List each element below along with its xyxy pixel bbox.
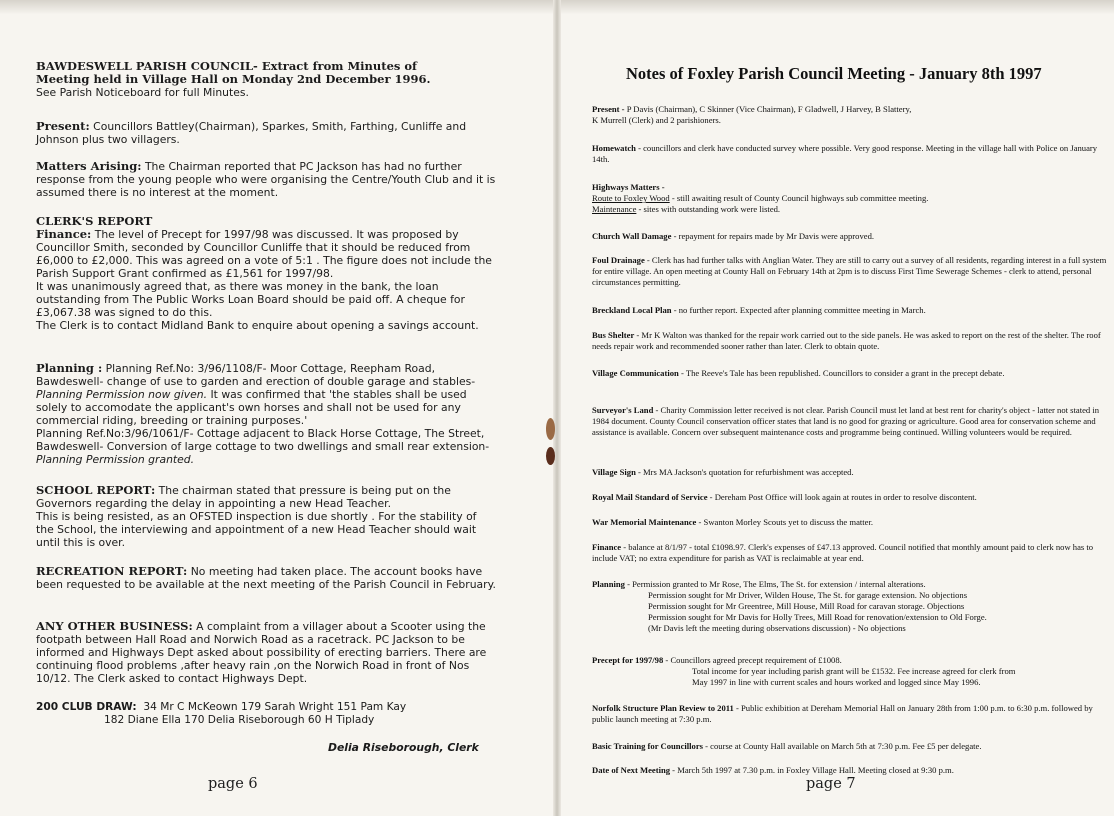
r-finance-label: Finance	[592, 542, 622, 552]
left-header-line: BAWDESWELL PARISH COUNCIL- Extract from Minutes of	[36, 59, 417, 73]
r-homewatch-text: - councillors and clerk have conducted survey where possible. Very good response. Meeting in the village hall with Police on January 14th.	[592, 143, 1098, 164]
r-next-meeting	[592, 765, 1107, 776]
aob-text: A complaint from a villager about a Scooter using the footpath between Hall Road and Norwich Road as a racetrack. PC Jackson to be informed and Highways Dept asked about possibility of erecting barriers. There are continuing flood problems ,after heavy rain ,on the Norwich Road in front of Nos 10/12. The Clerk asked to contact Highways Dept.	[36, 620, 487, 685]
r-planning-line-5: (Mr Davis left the meeting during observations discussion) - No objections	[648, 623, 906, 633]
left-header-note: See Parish Noticeboard for full Minutes.	[36, 86, 249, 99]
r-next-meeting-label: Date of Next Meeting	[592, 765, 671, 775]
matters-section	[36, 160, 496, 199]
planning-status-2: Planning Permission granted.	[36, 453, 195, 466]
r-surveyor	[592, 405, 1107, 438]
r-next-meeting-text: - March 5th 1997 at 7.30 p.m. in Foxley Village Hall. Meeting closed at 9:30 p.m.	[670, 765, 954, 775]
clerk-heading: CLERK'S REPORT	[36, 214, 153, 228]
present-section	[36, 120, 496, 146]
r-royal-mail-text: - Dereham Post Office will look again at routes in order to resolve discontent.	[707, 492, 977, 502]
r-planning-line-1: - Permission granted to Mr Rose, The Elms, The St. for extension / internal alterations.	[624, 579, 926, 589]
page-title: Notes of Foxley Parish Council Meeting - January 8th 1997	[626, 64, 1042, 83]
page-number-right: page 7	[806, 776, 856, 792]
r-planning	[592, 579, 1107, 634]
planning-label: Planning :	[36, 361, 103, 375]
finance-text-3: The Clerk is to contact Midland Bank to enquire about opening a savings account.	[36, 319, 479, 332]
r-precept-label: Precept for 1997/98	[592, 655, 664, 665]
left-header-line: Meeting held in Village Hall on Monday 2nd December 1996.	[36, 72, 431, 86]
school-label: SCHOOL REPORT:	[36, 483, 156, 497]
school-section	[36, 484, 496, 549]
r-present	[592, 104, 1107, 126]
r-surveyor-text: - Charity Commission letter received is not clear. Parish Council must let land at best rent for charity's object - latter not stated in 1984 document. County Council conservation officer states that land is no good for grazing or agriculture. Good area for conservation scheme and assistance is available. Concern over subsequent maintenance costs and programme being continued. Willing volunteers would be required.	[592, 405, 1100, 437]
finance-label: Finance:	[36, 227, 92, 241]
finance-text: The level of Precept for 1997/98 was discussed. It was proposed by Councillor Smith, seconded by Councillor Cunliffe that it should be reduced from £6,000 to £2,000. This was agreed on a vote of 5:1 . The figure does not include the Parish Support Grant confirmed as £1,561 for 1997/98.	[36, 228, 492, 280]
planning-text-b: It was confirmed that 'the stables shall be used solely to accomodate the applicant's own horses and shall not be used for any commercial riding, breeding or training purposes.'	[36, 388, 467, 427]
school-text-2: This is being resisted, as an OFSTED inspection is due shortly . For the stability of the School, the interviewing and appointment of a new Head Teacher should wait until this is over.	[36, 510, 477, 549]
r-war-memorial-label: War Memorial Maintenance	[592, 517, 697, 527]
r-finance-text: - balance at 8/1/97 - total £1098.97. Clerk's expenses of £47.13 approved. Council notified that monthly amount paid to clerk now has to include VAT; no extra expenditure for parish as VAT is reclaimable at year end.	[592, 542, 1094, 563]
r-planning-line-4: Permission sought for Mr Davis for Holly Trees, Mill Road for renovation/extension to Old Forge.	[648, 612, 987, 622]
finance-text-2: It was unanimously agreed that, as there was money in the bank, the loan outstanding from The Public Works Loan Board should be paid off. A cheque for £3,067.38 was signed to do this.	[36, 280, 465, 319]
r-precept-line-3: May 1997 in line with current scales and hours worked and logged since May 1996.	[692, 677, 981, 687]
r-bus-text: - Mr K Walton was thanked for the repair work carried out to the side panels. He was asked to report on the rest of the shelter. The roof needs repair work and recommended sooner rather than later. Clerk to obtain quote.	[592, 330, 1101, 351]
r-sign-label: Village Sign	[592, 467, 636, 477]
r-norfolk-label: Norfolk Structure Plan Review to 2011	[592, 703, 734, 713]
r-training	[592, 741, 1107, 752]
r-communication-label: Village Communication	[592, 368, 679, 378]
r-surveyor-label: Surveyor's Land	[592, 405, 654, 415]
r-present-text-2: K Murrell (Clerk) and 2 parishioners.	[592, 115, 721, 125]
recreation-text: No meeting had taken place. The account books have been requested to be available at the next meeting of the Parish Council in February.	[36, 565, 496, 591]
club-line-2: 182 Diane Ella 170 Delia Riseborough 60 H Tiplady	[104, 714, 375, 726]
r-breckland-label: Breckland Local Plan	[592, 305, 672, 315]
r-highways-maint-text: - sites with outstanding work were listed.	[636, 204, 781, 214]
r-norfolk-text: - Public exhibition at Dereham Memorial Hall on January 28th from 1:00 p.m. to 6:30 p.m. followed by public launch meeting at 7:30 p.m.	[592, 703, 1093, 724]
r-highways	[592, 182, 1107, 215]
r-foul-text: - Clerk has had further talks with Anglian Water. They are still to carry out a survey of all residents, regarding interest in a full system for entire village. An open meeting at County Hall on February 14th at 2pm is to discuss First Time Sewerage Schemes - clerk to attend, personal circumstances permitting.	[592, 255, 1107, 287]
r-present-text: P Davis (Chairman), C Skinner (Vice Chairman), F Gladwell, J Harvey, B Slattery,	[626, 104, 912, 114]
clerk-report	[36, 215, 496, 332]
r-present-label: Present -	[592, 104, 627, 114]
r-highways-route: Route to Foxley Wood	[592, 193, 670, 203]
matters-label: Matters Arising:	[36, 159, 142, 173]
r-church-text: - repayment for repairs made by Mr Davis were approved.	[671, 231, 875, 241]
binding-gutter	[553, 0, 561, 816]
r-royal-mail	[592, 492, 1107, 503]
r-planning-label: Planning	[592, 579, 625, 589]
r-foul	[592, 255, 1107, 288]
r-church	[592, 231, 1107, 242]
r-breckland-text: - no further report. Expected after planning committee meeting in March.	[671, 305, 926, 315]
staple-mark	[546, 418, 555, 440]
r-sign	[592, 467, 1107, 478]
r-homewatch	[592, 143, 1107, 165]
aob-section	[36, 620, 496, 685]
planning-status: Planning Permission now given.	[36, 388, 208, 401]
planning-text: Planning Ref.No: 3/96/1108/F- Moor Cottage, Reepham Road, Bawdeswell- change of use to garden and erection of double garage and stables-	[36, 362, 476, 388]
left-header	[36, 60, 496, 99]
r-precept	[592, 655, 1107, 688]
present-text: Councillors Battley(Chairman), Sparkes, Smith, Farthing, Cunliffe and Johnson plus two villagers.	[36, 120, 467, 146]
r-church-label: Church Wall Damage	[592, 231, 672, 241]
r-highways-route-text: - still awaiting result of County Council highways sub committee meeting.	[669, 193, 929, 203]
aob-label: ANY OTHER BUSINESS:	[36, 619, 193, 633]
r-planning-line-3: Permission sought for Mr Greentree, Mill House, Mill Road for caravan storage. Objections	[648, 601, 965, 611]
r-highways-maint: Maintenance	[592, 204, 637, 214]
r-finance	[592, 542, 1107, 564]
r-bus-label: Bus Shelter	[592, 330, 635, 340]
signature-block	[328, 741, 488, 754]
club-line-1: 34 Mr C McKeown 179 Sarah Wright 151 Pam Kay	[143, 701, 407, 713]
r-precept-line-2: Total income for year including parish grant will be £1532. Fee increase agreed for clerk from	[692, 666, 1016, 676]
r-war-memorial-text: - Swanton Morley Scouts yet to discuss the matter.	[696, 517, 874, 527]
r-precept-text: - Councillors agreed precept requirement of £1008.	[663, 655, 842, 665]
r-bus	[592, 330, 1107, 352]
matters-text: The Chairman reported that PC Jackson has had no further response from the young people who were organising the Centre/Youth Club and it is assumed there is no interest at the moment.	[36, 160, 496, 199]
recreation-section	[36, 565, 496, 591]
r-homewatch-label: Homewatch	[592, 143, 636, 153]
r-norfolk	[592, 703, 1107, 725]
r-communication-text: - The Reeve's Tale has been republished. Councillors to consider a grant in the precept debate.	[678, 368, 1005, 378]
r-sign-text: - Mrs MA Jackson's quotation for refurbishment was accepted.	[635, 467, 854, 477]
staple-mark	[546, 447, 555, 465]
r-training-text: - course at County Hall available on March 5th at 7:30 p.m. Fee £5 per delegate.	[703, 741, 982, 751]
school-text: The chairman stated that pressure is being put on the Governors regarding the delay in appointing a new Head Teacher.	[36, 484, 451, 510]
recreation-label: RECREATION REPORT:	[36, 564, 188, 578]
r-training-label: Basic Training for Councillors	[592, 741, 704, 751]
r-planning-line-2: Permission sought for Mr Driver, Wilden House, The St. for garage extension. No objections	[648, 590, 968, 600]
r-royal-mail-label: Royal Mail Standard of Service	[592, 492, 708, 502]
page-number-left: page 6	[208, 776, 258, 792]
r-highways-label: Highways Matters -	[592, 182, 665, 192]
club-label: 200 CLUB DRAW:	[36, 701, 137, 713]
clerk-signature: Delia Riseborough, Clerk	[328, 741, 479, 754]
planning-text-2: Planning Ref.No:3/96/1061/F- Cottage adjacent to Black Horse Cottage, The Street, Bawdeswell- Conversion of large cottage to two dwellings and small rear extension-	[36, 427, 490, 453]
planning-section	[36, 362, 496, 466]
r-foul-label: Foul Drainage	[592, 255, 645, 265]
r-communication	[592, 368, 1107, 379]
club-draw	[36, 701, 496, 727]
r-war-memorial	[592, 517, 1107, 528]
present-label: Present:	[36, 119, 90, 133]
r-breckland	[592, 305, 1107, 316]
